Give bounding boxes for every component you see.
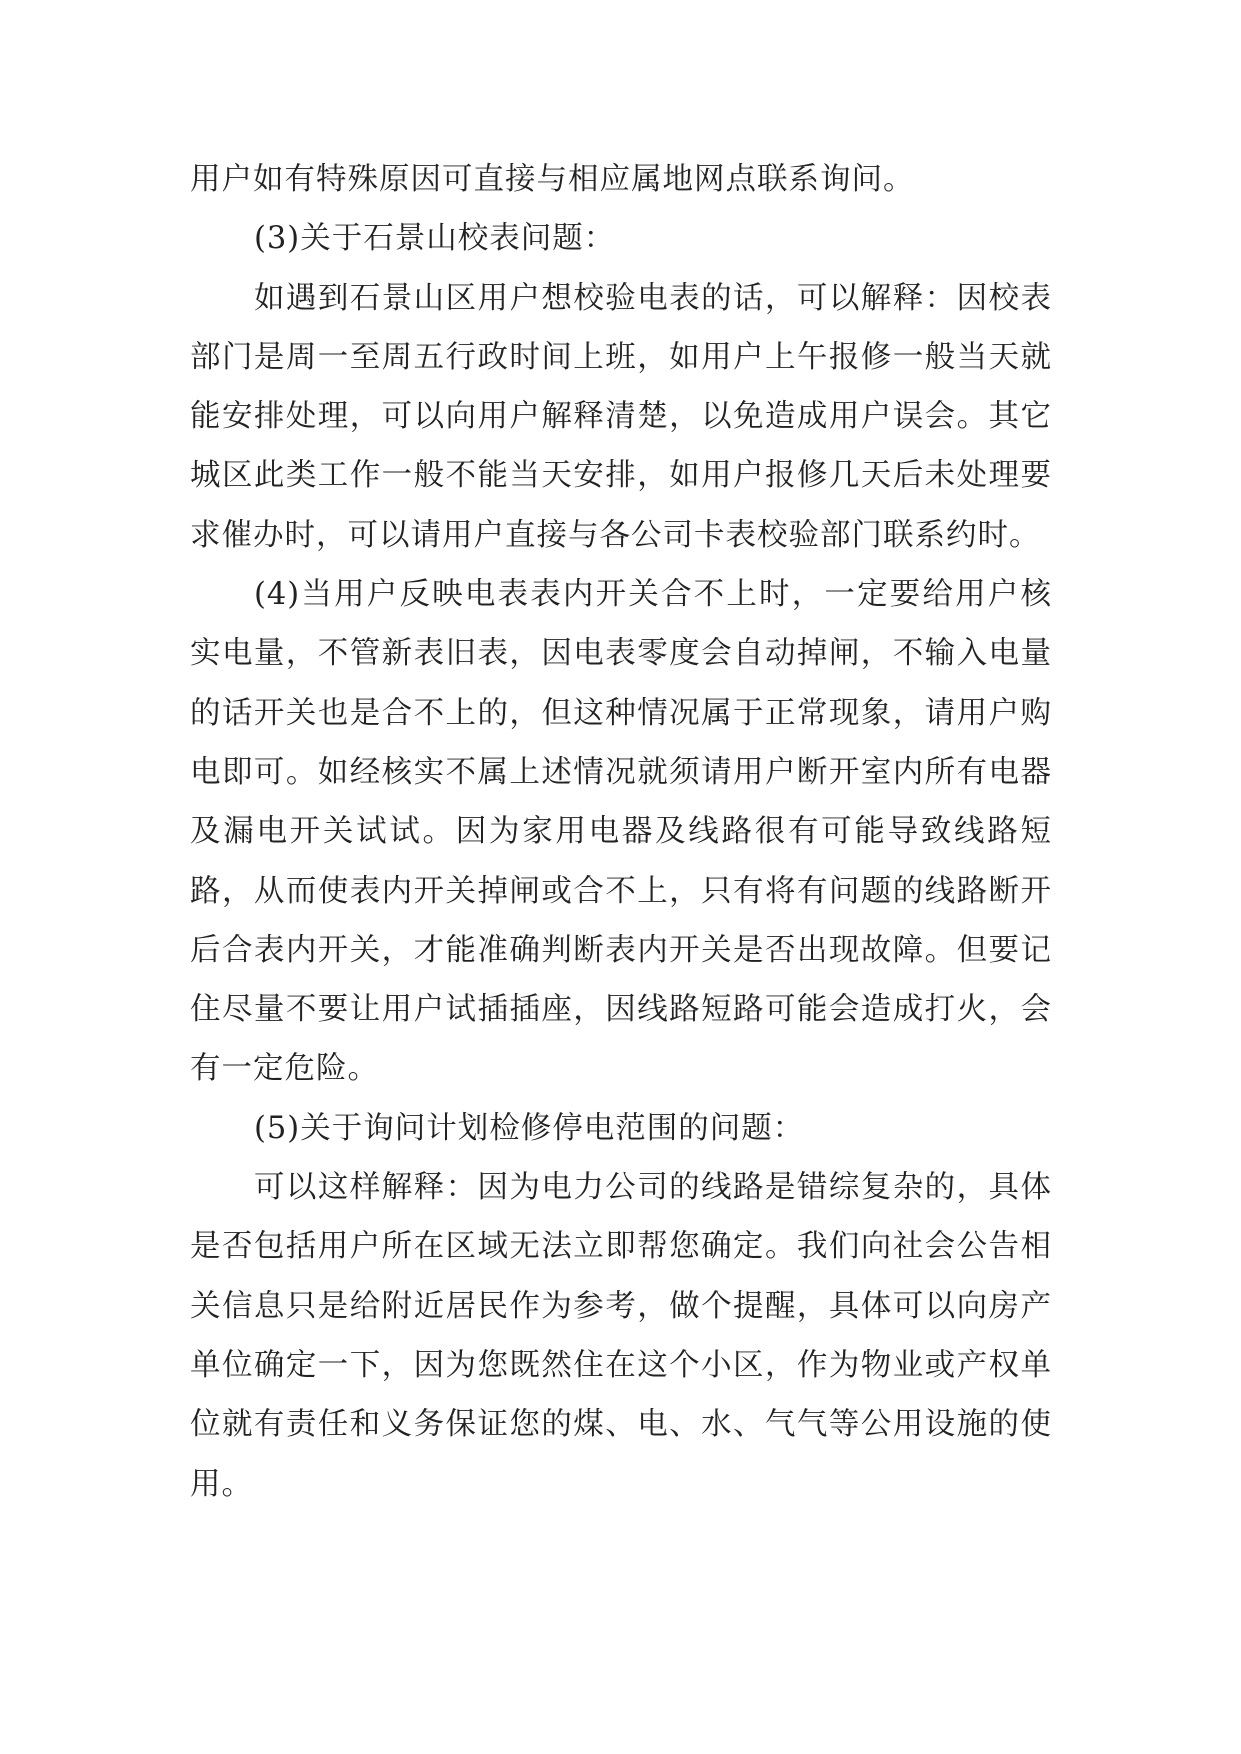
paragraph-planned-outage-scope: 可以这样解释：因为电力公司的线路是错综复杂的，具体是否包括用户所在区域无法立即帮您确定。我们向社会公告相关信息只是给附近居民作为参考，做个提醒，具体可以向房产单位确定一下，因为您既然住在这个小区，作为物业或产权单位就有责任和义务保证您的煤、电、水、气气等公用设施的使用。 bbox=[190, 1170, 1052, 1502]
heading-planned-outage-scope: (5)关于询问计划检修停电范围的问题： bbox=[254, 1110, 805, 1146]
paragraph-shijingshan-meter-check: 如遇到石景山区用户想校验电表的话，可以解释：因校表部门是周一至周五行政时间上班，如用户上午报修一般当天就能安排处理，可以向用户解释清楚，以免造成用户误会。其它城区此类工作一般不能当天安排，如用户报修几天后未处理要求催办时，可以请用户直接与各公司卡表校验部门联系约时。 bbox=[190, 280, 1052, 553]
heading-shijingshan-meter-check: (3)关于石景山校表问题： bbox=[254, 221, 616, 257]
paragraph-continuation: 用户如有特殊原因可直接与相应属地网点联系询问。 bbox=[190, 162, 915, 197]
document-body bbox=[190, 150, 1052, 1514]
paragraph-meter-switch-issue: (4)当用户反映电表表内开关合不上时，一定要给用户核实电量，不管新表旧表，因电表零度会自动掉闸，不输入电量的话开关也是合不上的，但这种情况属于正常现象，请用户购电即可。如经核实不属上述情况就须请用户断开室内所有电器及漏电开关试试。因为家用电器及线路很有可能导致线路短路，从而使表内开关掉闸或合不上，只有将有问题的线路断开后合表内开关，才能准确判断表内开关是否出现故障。但要记住尽量不要让用户试插插座，因线路短路可能会造成打火，会有一定危险。 bbox=[190, 577, 1052, 1087]
